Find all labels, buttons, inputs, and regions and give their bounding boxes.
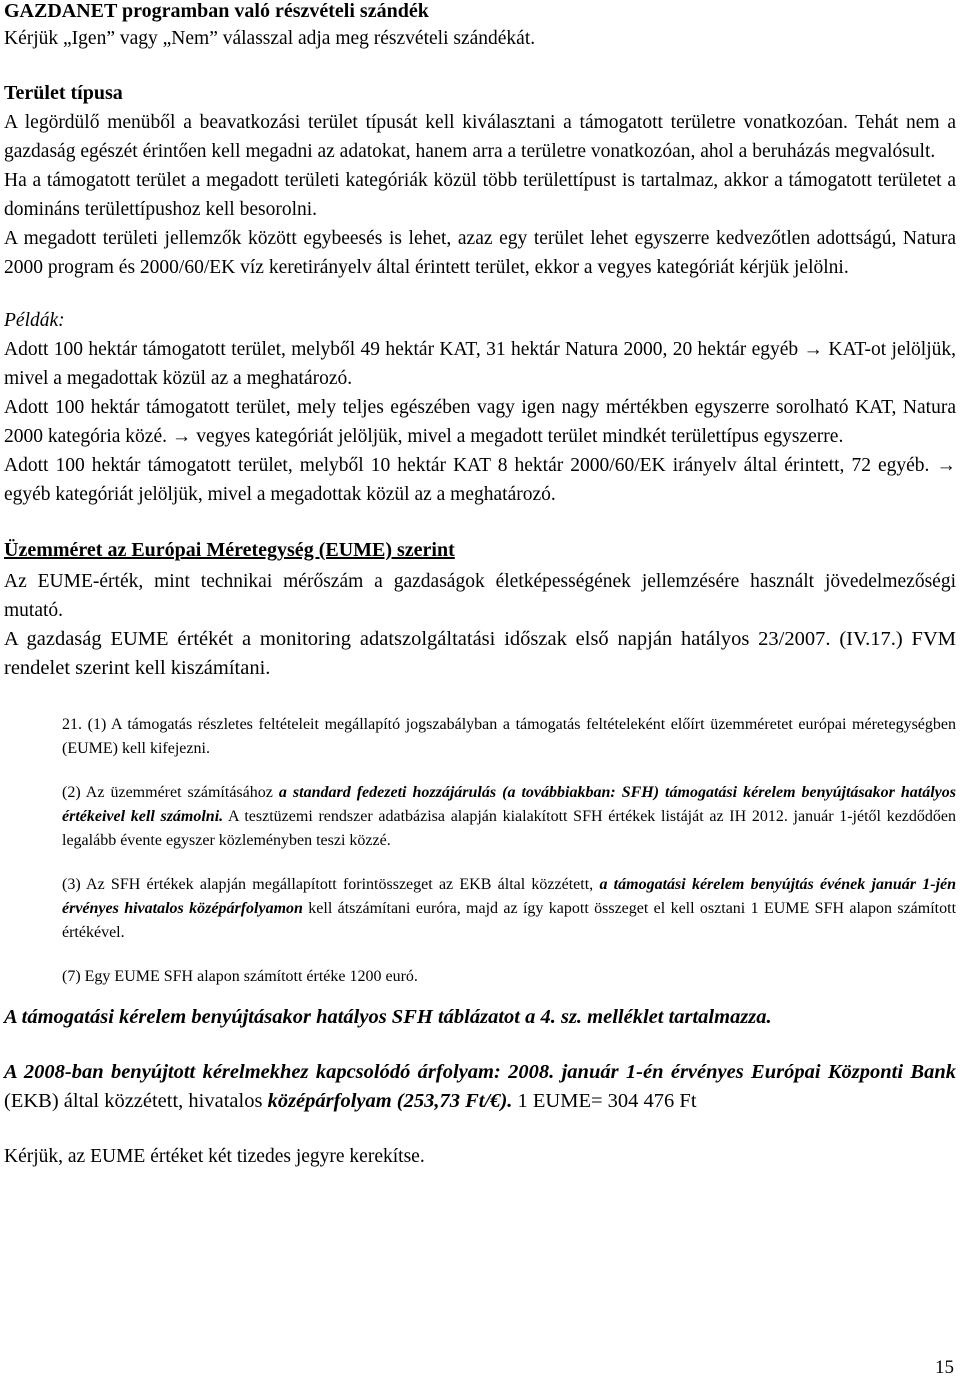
- note-2-emphasis: a standard fedezeti hozzájárulás (a továbbiakban: SFH) támogatási kérelem benyújtásakor hatályos értékeivel kell számolni.: [62, 784, 957, 825]
- example-3: [4, 451, 956, 509]
- gazdanet-heading: GAZDANET programban való részvételi szándék: [4, 0, 429, 22]
- example-2: [4, 393, 956, 451]
- exchange-rate-intro: A 2008-ban benyújtott kérelmekhez kapcsolódó árfolyam: 2008. január 1-én érvényes Európai Központi Bank: [4, 1061, 956, 1083]
- area-type-paragraph-2: Ha a támogatott terület a megadott területi kategóriák közül több területtípust is tartalmaz, akkor a támogatott területet a domináns területtípushoz kell besorolni.: [4, 170, 956, 220]
- arrow-icon: →: [803, 339, 824, 360]
- gazdanet-instruction: Kérjük „Igen” vagy „Nem” válasszal adja meg részvételi szándékát.: [4, 28, 536, 49]
- note-3-text: (3) Az SFH értékek alapján megállapított forintösszeget az EKB által közzétett,: [62, 876, 594, 893]
- eume-paragraph-2: A gazdaság EUME értékét a monitoring adatszolgáltatási időszak első napján hatályos 23/2007. (IV.17.) FVM rendelet szerint kell kiszámítani.: [4, 628, 956, 679]
- exchange-rate-ekb: (EKB) által közzétett, hivatalos: [4, 1090, 263, 1112]
- note-2-text: (2) Az üzemméret számításához: [62, 784, 273, 801]
- note-2-rest: A tesztüzemi rendszer adatbázisa alapján kialakított SFH értékek listáját az IH 2012. január 1-jétől kezdődően legalább évente egyszer közleményben teszi közzé.: [62, 808, 957, 849]
- regulation-note-3: [4, 873, 956, 945]
- example-1-text: Adott 100 hektár támogatott terület, melyből 49 hektár KAT, 31 hektár Natura 2000, 20 hektár egyéb: [4, 339, 799, 360]
- page-number: 15: [935, 1357, 954, 1378]
- example-3-text: Adott 100 hektár támogatott terület, melyből 10 hektár KAT 8 hektár 2000/60/EK irányelv által érintett, 72 egyéb.: [4, 455, 930, 476]
- regulation-note-1: 21. (1) A támogatás részletes feltételeit megállapító jogszabályban a támogatás feltételeként előírt üzemméretet európai méretegységben (EUME) kell kifejezni.: [62, 716, 956, 757]
- eume-value: 1 EUME= 304 476 Ft: [517, 1090, 697, 1112]
- area-type-heading: Terület típusa: [4, 82, 123, 104]
- regulation-note-7: (7) Egy EUME SFH alapon számított értéke 1200 euró.: [62, 968, 418, 985]
- example-1-result: KAT-ot jelöljük, mivel a megadottak közül az a meghatározó.: [4, 339, 956, 389]
- eume-heading: Üzemméret az Európai Méretegység (EUME) szerint: [4, 539, 455, 561]
- example-2-result: vegyes kategóriát jelöljük, mivel a megadott terület mindkét területtípus egyszerre.: [196, 426, 844, 447]
- arrow-icon: →: [171, 426, 192, 447]
- arrow-icon: →: [936, 455, 956, 476]
- rounding-instruction: Kérjük, az EUME értéket két tizedes jegyre kerekítse.: [4, 1146, 425, 1167]
- sfh-table-statement: A támogatási kérelem benyújtásakor hatályos SFH táblázatot a 4. sz. melléklet tartalmazza.: [4, 1006, 772, 1028]
- examples-label: Példák:: [4, 310, 65, 331]
- area-type-paragraph-1: A legördülő menüből a beavatkozási terület típusát kell kiválasztani a támogatott területre vonatkozóan. Tehát nem a gazdaság egészét érintően kell megadni az adatokat, hanem arra a területre vonatkozóan, ahol a beruházás megvalósult.: [4, 112, 956, 162]
- example-3-result: egyéb kategóriát jelöljük, mivel a megadottak közül az a meghatározó.: [4, 484, 556, 505]
- exchange-rate-paragraph: [4, 1058, 956, 1116]
- regulation-note-2: [4, 781, 956, 853]
- exchange-rate-value: középárfolyam (253,73 Ft/€).: [267, 1090, 513, 1112]
- eume-paragraph-1: Az EUME-érték, mint technikai mérőszám a gazdaságok életképességének jellemzésére használt jövedelmezőségi mutató.: [4, 571, 956, 621]
- note-3-rest: kell átszámítani euróra, majd az így kapott összeget el kell osztani 1 EUME SFH alapon számított értékével.: [62, 900, 957, 941]
- note-3-emphasis: a támogatási kérelem benyújtás évének január 1-jén érvényes hivatalos középárfolyamon: [62, 876, 957, 917]
- area-type-paragraph-3: A megadott területi jellemzők között egybeesés is lehet, azaz egy terület lehet egyszerre kedvezőtlen adottságú, Natura 2000 program és 2000/60/EK víz keretirányelv által érintett terület, ekkor a vegyes kategóriát kérjük jelölni.: [4, 228, 956, 278]
- example-1: [4, 335, 956, 393]
- document-page: [4, 0, 956, 1171]
- example-2-text: Adott 100 hektár támogatott terület, mely teljes egészében vagy igen nagy mértékben egyszerre sorolható KAT, Natura 2000 kategória közé.: [4, 397, 956, 447]
